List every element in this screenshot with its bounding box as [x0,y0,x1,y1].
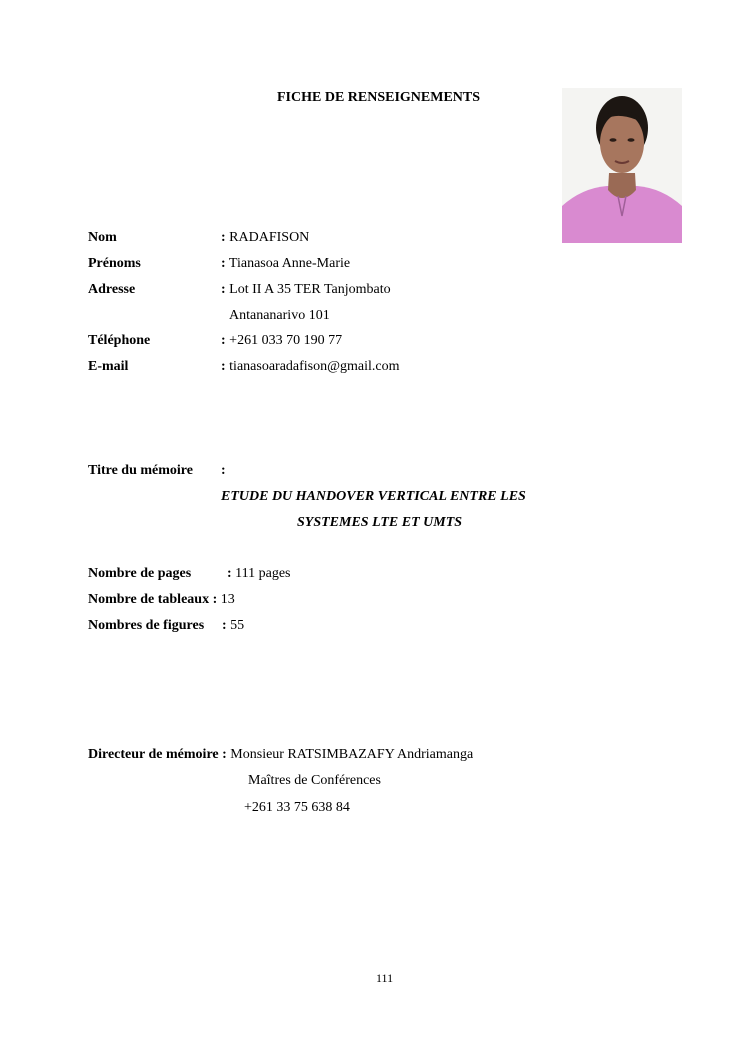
figures-label: Nombres de figures [88,618,205,633]
adresse-value: : Lot II A 35 TER Tanjombato [221,282,391,297]
telephone-value: : +261 033 70 190 77 [221,333,343,348]
prenoms-label: Prénoms [88,256,141,271]
figures-value: : 55 [222,618,245,633]
prenoms-value: : Tianasoa Anne-Marie [221,256,351,271]
nom-label: Nom [88,230,117,245]
email-label: E-mail [88,359,129,374]
memoire-label: Titre du mémoire [88,463,193,478]
adresse-value-line2: Antananarivo 101 [229,308,330,323]
memoire-colon: : [221,463,226,478]
page-title: FICHE DE RENSEIGNEMENTS [277,90,481,105]
adresse-label: Adresse [88,282,136,297]
directeur-phone: +261 33 75 638 84 [244,800,350,815]
memoire-title-line1: ETUDE DU HANDOVER VERTICAL ENTRE LES [221,489,526,504]
nom-value: : RADAFISON [221,230,310,245]
telephone-label: Téléphone [88,333,151,348]
tableaux-row: Nombre de tableaux : 13 [88,592,235,607]
directeur-row: Directeur de mémoire : Monsieur RATSIMBAZAFY Andriamanga [88,747,474,762]
directeur-role: Maîtres de Conférences [248,773,381,788]
pages-value: : 111 pages [227,566,291,581]
email-value: : tianasoaradafison@gmail.com [221,359,400,374]
pages-label: Nombre de pages [88,566,192,581]
page-number: 111 [376,971,394,985]
portrait-photo [562,88,682,243]
memoire-title-line2: SYSTEMES LTE ET UMTS [297,515,463,530]
